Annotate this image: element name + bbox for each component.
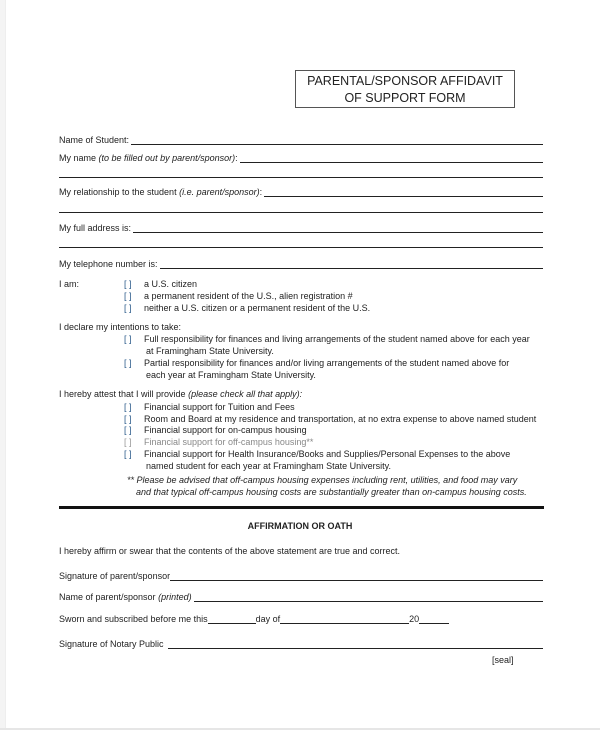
option-label: Room and Board at my residence and transportation, at no extra expense to above named student <box>144 414 537 424</box>
my-name-line[interactable] <box>240 153 543 163</box>
label: My relationship to the student <box>59 187 177 197</box>
oath-heading: AFFIRMATION OR OATH <box>247 521 353 531</box>
label: I hereby attest that I will provide <box>59 389 186 399</box>
page-edge <box>0 0 6 730</box>
checkbox-bracket[interactable]: [ ] <box>124 437 132 447</box>
checkbox-tuition[interactable] <box>124 401 295 413</box>
label: Signature of Notary Public <box>59 639 164 649</box>
relationship-field[interactable] <box>59 185 543 197</box>
checkbox-off-campus[interactable] <box>124 436 313 448</box>
title-line-2: OF SUPPORT FORM <box>344 91 466 105</box>
option-label: Financial support for Tuition and Fees <box>144 402 295 412</box>
option-label: Full responsibility for finances and living arrangements of the student named above for each year <box>144 334 530 344</box>
label-note: (i.e. parent/sponsor) <box>179 187 260 197</box>
colon: : <box>259 187 263 197</box>
option-label-cont: each year at Framingham State University. <box>146 370 316 380</box>
checkbox-bracket[interactable]: [ ] <box>124 414 132 424</box>
student-name-field[interactable] <box>59 133 543 145</box>
checkbox-bracket[interactable]: [ ] <box>124 402 132 412</box>
option-label: Partial responsibility for finances and/or living arrangements of the student named above for <box>144 358 510 368</box>
signature-field[interactable] <box>59 569 543 581</box>
label-note: (printed) <box>158 592 192 602</box>
checkbox-bracket[interactable]: [ ] <box>124 449 132 459</box>
checkbox-on-campus[interactable] <box>124 424 307 436</box>
option-label-cont: named student for each year at Framingham State University. <box>146 461 391 471</box>
seal-label: [seal] <box>492 655 514 665</box>
day-line[interactable] <box>208 614 256 624</box>
checkbox-us-citizen[interactable] <box>124 278 197 290</box>
label: Name of Student: <box>59 135 130 145</box>
label: My full address is: <box>59 223 132 233</box>
address-line-2[interactable] <box>59 247 543 248</box>
footnote-line-1: ** Please be advised that off-campus housing expenses including rent, utilities, and food may vary <box>127 475 518 485</box>
attest-label <box>59 388 302 400</box>
checkbox-health-insurance[interactable] <box>124 448 510 472</box>
checkbox-bracket[interactable]: [ ] <box>124 358 132 368</box>
printed-name-field[interactable] <box>59 590 543 602</box>
option-label: a U.S. citizen <box>144 279 198 289</box>
checkbox-neither[interactable] <box>124 302 370 314</box>
form-title <box>295 70 515 108</box>
footnote-line-2: and that typical off-campus housing costs are substantially greater than on-campus housing costs. <box>136 487 527 497</box>
checkbox-bracket[interactable]: [ ] <box>124 291 132 301</box>
option-label: neither a U.S. citizen or a permanent resident of the U.S. <box>144 303 371 313</box>
year-line[interactable] <box>419 614 449 624</box>
month-line[interactable] <box>280 614 409 624</box>
signature-line[interactable] <box>170 571 543 581</box>
label-note: (please check all that apply): <box>188 389 303 399</box>
option-label: a permanent resident of the U.S., alien registration # <box>144 291 353 301</box>
label: My telephone number is: <box>59 259 158 269</box>
checkbox-permanent-resident[interactable] <box>124 290 353 302</box>
label: My name <box>59 153 97 163</box>
option-label-cont: at Framingham State University. <box>146 346 274 356</box>
option-label: Financial support for on-campus housing <box>144 425 307 435</box>
my-name-line-2[interactable] <box>59 177 543 178</box>
label: 20 <box>409 614 420 624</box>
label: Signature of parent/sponsor <box>59 571 171 581</box>
notary-line[interactable] <box>168 639 543 649</box>
colon: : <box>235 153 238 163</box>
notary-field[interactable] <box>59 637 543 649</box>
telephone-line[interactable] <box>160 259 543 269</box>
checkbox-bracket[interactable]: [ ] <box>124 279 132 289</box>
i-am-label: I am: <box>59 279 80 289</box>
option-label: Financial support for Health Insurance/Books and Supplies/Personal Expenses to the above <box>144 449 511 459</box>
section-divider <box>59 506 544 509</box>
address-line[interactable] <box>133 223 543 233</box>
telephone-field[interactable] <box>59 257 543 269</box>
my-name-field[interactable] <box>59 151 543 163</box>
sworn-field[interactable] <box>59 612 449 624</box>
label-note: (to be filled out by parent/sponsor) <box>98 153 236 163</box>
option-label: Financial support for off-campus housing** <box>144 437 314 447</box>
declare-label: I declare my intentions to take: <box>59 322 182 332</box>
title-line-1: PARENTAL/SPONSOR AFFIDAVIT <box>307 74 503 88</box>
checkbox-bracket[interactable]: [ ] <box>124 425 132 435</box>
label: day of <box>255 614 281 624</box>
oath-statement: I hereby affirm or swear that the contents of the above statement are true and correct. <box>59 546 401 556</box>
checkbox-bracket[interactable]: [ ] <box>124 303 132 313</box>
checkbox-full-responsibility[interactable] <box>124 333 530 357</box>
label: Name of parent/sponsor <box>59 592 156 602</box>
checkbox-partial-responsibility[interactable] <box>124 357 509 381</box>
student-name-line[interactable] <box>131 135 543 145</box>
label: Sworn and subscribed before me this <box>59 614 208 624</box>
relationship-line-2[interactable] <box>59 212 543 213</box>
printed-name-line[interactable] <box>194 592 543 602</box>
checkbox-bracket[interactable]: [ ] <box>124 334 132 344</box>
address-field[interactable] <box>59 221 543 233</box>
relationship-line[interactable] <box>264 187 543 197</box>
